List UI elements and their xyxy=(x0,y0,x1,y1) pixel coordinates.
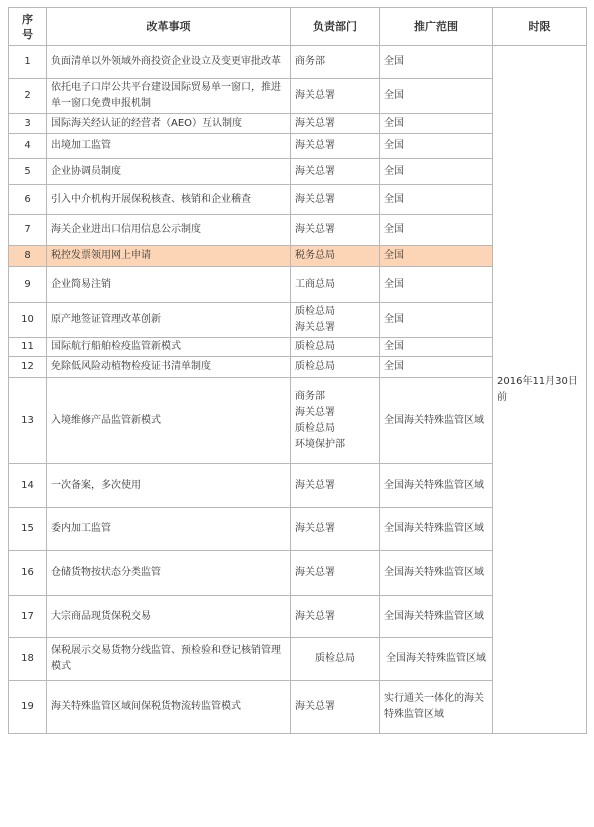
row-number: 15 xyxy=(9,508,47,551)
row-number: 6 xyxy=(9,185,47,215)
row-number: 17 xyxy=(9,596,47,638)
responsible-dept: 质检总局 xyxy=(291,357,380,378)
promotion-scope: 全国海关特殊监管区域 xyxy=(380,638,493,681)
header-seq: 序 号 xyxy=(9,8,47,46)
responsible-dept: 海关总署 xyxy=(291,551,380,596)
responsible-dept: 质检总局 海关总署 xyxy=(291,303,380,338)
header-deadline: 时限 xyxy=(493,8,587,46)
row-number: 4 xyxy=(9,134,47,159)
promotion-scope: 全国海关特殊监管区域 xyxy=(380,508,493,551)
responsible-dept: 海关总署 xyxy=(291,215,380,246)
responsible-dept: 海关总署 xyxy=(291,159,380,185)
header-scope: 推广范围 xyxy=(380,8,493,46)
responsible-dept: 海关总署 xyxy=(291,134,380,159)
reform-item: 入境维修产品监管新模式 xyxy=(47,378,291,464)
reform-item: 海关特殊监管区域间保税货物流转监管模式 xyxy=(47,681,291,734)
table-body xyxy=(9,46,587,734)
row-number: 18 xyxy=(9,638,47,681)
reform-item: 保税展示交易货物分线监管、预检验和登记核销管理模式 xyxy=(47,638,291,681)
row-number: 8 xyxy=(9,246,47,267)
promotion-scope: 全国海关特殊监管区域 xyxy=(380,464,493,508)
promotion-scope: 全国海关特殊监管区域 xyxy=(380,551,493,596)
promotion-scope: 全国 xyxy=(380,46,493,79)
reform-item: 免除低风险动植物检疫证书清单制度 xyxy=(47,357,291,378)
responsible-dept: 工商总局 xyxy=(291,267,380,303)
responsible-dept: 海关总署 xyxy=(291,114,380,134)
row-number: 16 xyxy=(9,551,47,596)
responsible-dept: 海关总署 xyxy=(291,508,380,551)
responsible-dept: 海关总署 xyxy=(291,681,380,734)
table-header-row xyxy=(9,8,587,46)
reform-item: 依托电子口岸公共平台建设国际贸易单一窗口，推进单一窗口免费申报机制 xyxy=(47,79,291,114)
row-number: 13 xyxy=(9,378,47,464)
reform-item: 企业简易注销 xyxy=(47,267,291,303)
promotion-scope: 全国 xyxy=(380,246,493,267)
reform-item: 大宗商品现货保税交易 xyxy=(47,596,291,638)
row-number: 2 xyxy=(9,79,47,114)
row-number: 9 xyxy=(9,267,47,303)
responsible-dept: 质检总局 xyxy=(291,638,380,681)
reform-item: 国际海关经认证的经营者（AEO）互认制度 xyxy=(47,114,291,134)
reform-item: 出境加工监管 xyxy=(47,134,291,159)
promotion-scope: 全国 xyxy=(380,185,493,215)
promotion-scope: 全国 xyxy=(380,134,493,159)
reform-item: 海关企业进出口信用信息公示制度 xyxy=(47,215,291,246)
responsible-dept: 税务总局 xyxy=(291,246,380,267)
row-number: 1 xyxy=(9,46,47,79)
reform-item: 税控发票领用网上申请 xyxy=(47,246,291,267)
responsible-dept: 商务部 xyxy=(291,46,380,79)
promotion-scope: 全国 xyxy=(380,303,493,338)
row-number: 14 xyxy=(9,464,47,508)
header-dept: 负责部门 xyxy=(291,8,380,46)
deadline-cell: 2016年11月30日前 xyxy=(493,46,587,734)
row-number: 12 xyxy=(9,357,47,378)
row-number: 7 xyxy=(9,215,47,246)
responsible-dept: 商务部 海关总署 质检总局 环境保护部 xyxy=(291,378,380,464)
header-item: 改革事项 xyxy=(47,8,291,46)
reform-item: 国际航行船舶检疫监管新模式 xyxy=(47,338,291,357)
responsible-dept: 海关总署 xyxy=(291,596,380,638)
row-number: 10 xyxy=(9,303,47,338)
reform-item: 企业协调员制度 xyxy=(47,159,291,185)
reform-item: 一次备案，多次使用 xyxy=(47,464,291,508)
responsible-dept: 质检总局 xyxy=(291,338,380,357)
table-row xyxy=(9,46,587,79)
responsible-dept: 海关总署 xyxy=(291,185,380,215)
promotion-scope: 全国 xyxy=(380,114,493,134)
promotion-scope: 全国 xyxy=(380,357,493,378)
reform-item: 委内加工监管 xyxy=(47,508,291,551)
reform-item: 仓储货物按状态分类监管 xyxy=(47,551,291,596)
promotion-scope: 全国 xyxy=(380,215,493,246)
promotion-scope: 全国 xyxy=(380,159,493,185)
row-number: 5 xyxy=(9,159,47,185)
responsible-dept: 海关总署 xyxy=(291,79,380,114)
promotion-scope: 全国 xyxy=(380,267,493,303)
promotion-scope: 全国 xyxy=(380,338,493,357)
responsible-dept: 海关总署 xyxy=(291,464,380,508)
promotion-scope: 全国 xyxy=(380,79,493,114)
row-number: 19 xyxy=(9,681,47,734)
row-number: 11 xyxy=(9,338,47,357)
row-number: 3 xyxy=(9,114,47,134)
reform-item: 负面清单以外领域外商投资企业设立及变更审批改革 xyxy=(47,46,291,79)
promotion-scope: 实行通关一体化的海关特殊监管区域 xyxy=(380,681,493,734)
reform-item: 原产地签证管理改革创新 xyxy=(47,303,291,338)
reform-item: 引入中介机构开展保税核查、核销和企业稽查 xyxy=(47,185,291,215)
promotion-scope: 全国海关特殊监管区域 xyxy=(380,378,493,464)
promotion-scope: 全国海关特殊监管区域 xyxy=(380,596,493,638)
reform-table xyxy=(8,7,587,734)
